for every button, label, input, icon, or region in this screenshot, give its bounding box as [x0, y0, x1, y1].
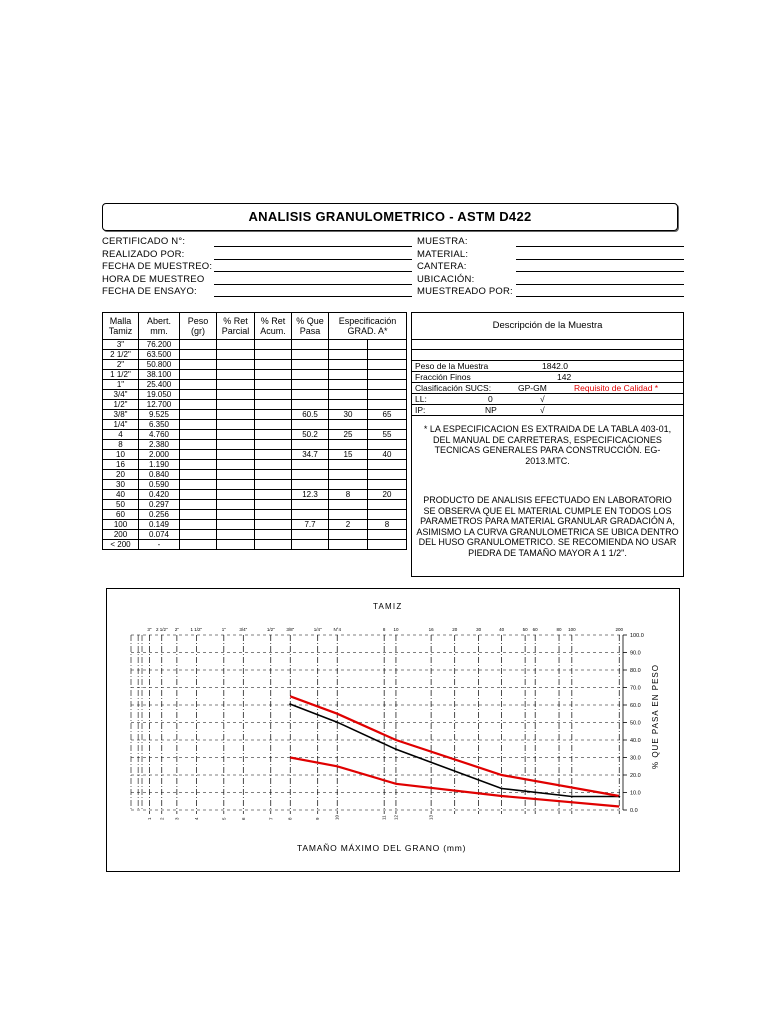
- top-tick-label: 60: [532, 627, 538, 632]
- y-tick-label: 70.0: [630, 685, 641, 692]
- table-cell: 55: [368, 430, 407, 440]
- table-row: [103, 370, 407, 380]
- table-cell: 1/2": [103, 400, 139, 410]
- table-cell: 20: [103, 470, 139, 480]
- table-cell: [255, 450, 292, 460]
- field-line: [214, 246, 412, 247]
- bottom-tick-label: 13: [428, 814, 434, 820]
- bottom-tick-label: 2: [159, 817, 165, 820]
- table-cell: [217, 490, 255, 500]
- table-cell: [180, 510, 217, 520]
- top-tick-label: 1/4": [313, 627, 322, 632]
- top-tick-label: 2": [174, 627, 179, 632]
- table-cell: [255, 520, 292, 530]
- y-tick-label: 40.0: [630, 738, 641, 744]
- top-tick-label: 100: [568, 627, 576, 632]
- table-cell: [368, 350, 407, 360]
- top-tick-label: 3": [147, 627, 152, 632]
- table-cell: 7.7: [292, 520, 329, 530]
- table-cell: [255, 480, 292, 490]
- table-cell: [217, 480, 255, 490]
- table-cell: [292, 530, 329, 540]
- table-row: [103, 540, 407, 550]
- data-point: [395, 748, 397, 750]
- table-cell: [255, 350, 292, 360]
- table-cell: [217, 380, 255, 390]
- table-cell: [217, 350, 255, 360]
- table-cell: 63.500: [139, 350, 180, 360]
- table-row: [103, 450, 407, 460]
- table-cell: [368, 420, 407, 430]
- col-ret-acum: % Ret Acum.: [255, 313, 292, 340]
- table-cell: [329, 540, 368, 550]
- y-tick-label: 10.0: [630, 790, 641, 797]
- table-row: [103, 380, 407, 390]
- field-line: [516, 284, 684, 285]
- top-tick-label: 50: [522, 627, 528, 632]
- table-cell: 3/4": [103, 390, 139, 400]
- table-cell: [292, 360, 329, 370]
- field-line: [214, 284, 412, 285]
- top-tick-label: 1": [221, 627, 226, 632]
- table-cell: [329, 340, 368, 350]
- table-cell: 65: [368, 410, 407, 420]
- col-que-pasa: % Que Pasa: [292, 313, 329, 340]
- description-heading: Descripción de la Muestra: [412, 313, 683, 340]
- table-cell: [292, 390, 329, 400]
- table-cell: [217, 470, 255, 480]
- y-tick-label: 30.0: [630, 755, 641, 762]
- table-cell: [329, 480, 368, 490]
- table-row: [103, 490, 407, 500]
- table-cell: 16: [103, 460, 139, 470]
- table-cell: [368, 460, 407, 470]
- table-cell: [217, 510, 255, 520]
- table-cell: 2": [103, 360, 139, 370]
- field-label: MUESTREADO POR:: [417, 286, 513, 297]
- table-cell: [292, 500, 329, 510]
- granulometric-chart: [106, 588, 680, 872]
- table-cell: 8: [329, 490, 368, 500]
- table-cell: [255, 460, 292, 470]
- table-cell: [292, 470, 329, 480]
- table-cell: 15: [329, 450, 368, 460]
- table-cell: [217, 520, 255, 530]
- table-cell: [180, 520, 217, 530]
- table-row: [103, 500, 407, 510]
- col-especificacion: Especificación GRAD. A*: [329, 313, 407, 340]
- table-cell: [217, 430, 255, 440]
- table-cell: [329, 420, 368, 430]
- peso-row: Peso de la Muestra 1842.0: [412, 361, 683, 372]
- table-cell: [292, 350, 329, 360]
- sample-description: [411, 312, 684, 577]
- field-label: CANTERA:: [417, 261, 467, 272]
- table-cell: [255, 530, 292, 540]
- ip-row: IP: NP √: [412, 405, 683, 416]
- table-cell: [180, 410, 217, 420]
- table-cell: 30: [329, 410, 368, 420]
- table-cell: [180, 470, 217, 480]
- data-point: [336, 721, 338, 723]
- field-line: [214, 259, 412, 260]
- table-cell: [255, 470, 292, 480]
- table-cell: [329, 350, 368, 360]
- bottom-tick-label: 6: [240, 817, 246, 820]
- bottom-tick-label: 4: [193, 817, 199, 820]
- top-tick-label: 8: [382, 627, 386, 632]
- table-cell: 0.297: [139, 500, 180, 510]
- top-tick-label: 200: [615, 627, 623, 632]
- table-cell: [180, 390, 217, 400]
- field-line: [214, 271, 412, 272]
- field-line: [516, 246, 684, 247]
- table-row: [103, 530, 407, 540]
- table-cell: -: [139, 540, 180, 550]
- table-row: [103, 390, 407, 400]
- table-cell: [255, 540, 292, 550]
- bottom-tick-label: 1: [146, 817, 152, 820]
- table-cell: [217, 500, 255, 510]
- table-cell: [329, 470, 368, 480]
- table-cell: [180, 450, 217, 460]
- data-point: [618, 796, 620, 798]
- col-abertura: Abert. mm.: [139, 313, 180, 340]
- y-axis-label: % QUE PASA EN PESO: [651, 664, 660, 769]
- table-cell: [368, 540, 407, 550]
- field-label: UBICACIÓN:: [417, 273, 475, 285]
- table-cell: [329, 360, 368, 370]
- table-cell: [217, 410, 255, 420]
- top-tick-label: 10: [393, 627, 399, 632]
- table-cell: 3/8": [103, 410, 139, 420]
- report-title-box: [102, 203, 678, 231]
- field-label: MATERIAL:: [417, 248, 469, 260]
- table-cell: 200: [103, 530, 139, 540]
- table-cell: [292, 440, 329, 450]
- table-cell: 2: [329, 520, 368, 530]
- field-label: MUESTRA:: [417, 236, 468, 247]
- table-cell: 12.3: [292, 490, 329, 500]
- field-label: FECHA DE MUESTREO:: [102, 261, 213, 272]
- table-row: [103, 520, 407, 530]
- ll-row: LL: 0 √: [412, 394, 683, 405]
- table-cell: [180, 430, 217, 440]
- top-tick-label: 30: [476, 627, 482, 632]
- table-cell: 40: [103, 490, 139, 500]
- top-tick-label: N°4: [333, 627, 342, 632]
- y-tick-label: 0.0: [630, 808, 638, 814]
- table-cell: 3": [103, 340, 139, 350]
- table-row: [103, 340, 407, 350]
- table-cell: [255, 490, 292, 500]
- table-cell: [368, 380, 407, 390]
- table-cell: [329, 400, 368, 410]
- table-cell: [292, 460, 329, 470]
- table-cell: < 200: [103, 540, 139, 550]
- field-line: [516, 296, 684, 297]
- bottom-tick-label: 11: [381, 815, 387, 820]
- table-row: [103, 440, 407, 450]
- table-cell: [217, 390, 255, 400]
- top-tick-label: 2 1/2": [155, 627, 168, 632]
- table-cell: [255, 500, 292, 510]
- y-tick-label: 80.0: [630, 668, 641, 674]
- table-row: [103, 410, 407, 420]
- top-tick-label: 80: [556, 627, 562, 632]
- table-cell: [217, 530, 255, 540]
- table-cell: 1 1/2": [103, 370, 139, 380]
- bottom-tick-label: 10: [334, 814, 340, 820]
- table-cell: [255, 400, 292, 410]
- table-cell: 1": [103, 380, 139, 390]
- top-tick-label: 3/4": [239, 627, 248, 632]
- table-cell: 6.350: [139, 420, 180, 430]
- data-point: [501, 787, 503, 789]
- top-tick-label: 40: [499, 627, 505, 632]
- y-tick-label: 60.0: [630, 703, 641, 709]
- table-cell: [255, 380, 292, 390]
- table-cell: 0.590: [139, 480, 180, 490]
- col-peso: Peso (gr): [180, 313, 217, 340]
- table-cell: [329, 440, 368, 450]
- field-label: HORA DE MUESTREO: [102, 273, 205, 285]
- table-cell: [217, 340, 255, 350]
- table-cell: [255, 430, 292, 440]
- bottom-tick-label: 12: [393, 814, 399, 820]
- table-cell: [329, 500, 368, 510]
- table-cell: [180, 370, 217, 380]
- table-cell: 8: [103, 440, 139, 450]
- finos-row: Fracción Finos 142: [412, 372, 683, 383]
- table-row: [103, 350, 407, 360]
- table-cell: [180, 530, 217, 540]
- top-tick-label: 1/2": [266, 627, 275, 632]
- y-tick-label: 90.0: [630, 650, 641, 657]
- chart-title: TAMIZ: [373, 602, 403, 611]
- table-row: [103, 510, 407, 520]
- field-line: [214, 296, 412, 297]
- table-cell: 10: [103, 450, 139, 460]
- bottom-tick-label: 5: [221, 817, 227, 820]
- bottom-tick-label: 7: [268, 817, 274, 820]
- table-row: [103, 420, 407, 430]
- table-cell: [368, 340, 407, 350]
- table-cell: [217, 450, 255, 460]
- table-cell: [180, 500, 217, 510]
- chart-svg: [107, 589, 679, 871]
- table-cell: [368, 360, 407, 370]
- table-cell: 2.000: [139, 450, 180, 460]
- table-cell: 76.200: [139, 340, 180, 350]
- table-cell: 0.840: [139, 470, 180, 480]
- table-cell: [368, 370, 407, 380]
- table-cell: [217, 400, 255, 410]
- field-line: [516, 259, 684, 260]
- table-cell: 0.074: [139, 530, 180, 540]
- table-row: [103, 480, 407, 490]
- table-cell: [292, 420, 329, 430]
- table-cell: [180, 490, 217, 500]
- table-cell: [292, 400, 329, 410]
- table-cell: [329, 510, 368, 520]
- data-point: [571, 796, 573, 798]
- table-cell: 34.7: [292, 450, 329, 460]
- table-cell: 25.400: [139, 380, 180, 390]
- table-cell: [329, 530, 368, 540]
- table-cell: 0.420: [139, 490, 180, 500]
- table-cell: [255, 370, 292, 380]
- table-cell: [368, 470, 407, 480]
- table-cell: [368, 500, 407, 510]
- table-cell: [368, 510, 407, 520]
- table-row: [103, 430, 407, 440]
- table-cell: [368, 390, 407, 400]
- report-title: ANALISIS GRANULOMETRICO - ASTM D422: [248, 209, 532, 224]
- top-tick-label: 20: [452, 627, 458, 632]
- sucs-row: Clasificación SUCS: GP-GM Requisito de Calidad *: [412, 383, 683, 394]
- y-tick-label: 50.0: [630, 720, 641, 727]
- table-cell: [329, 390, 368, 400]
- table-cell: [292, 370, 329, 380]
- table-cell: 0.256: [139, 510, 180, 520]
- table-cell: [255, 390, 292, 400]
- table-cell: 30: [103, 480, 139, 490]
- table-cell: [292, 540, 329, 550]
- table-row: [103, 470, 407, 480]
- table-cell: 1.190: [139, 460, 180, 470]
- bottom-tick-label: 9: [315, 817, 321, 820]
- table-cell: [180, 440, 217, 450]
- table-cell: 12.700: [139, 400, 180, 410]
- table-cell: [217, 360, 255, 370]
- requisito-calidad: Requisito de Calidad *: [574, 383, 659, 393]
- x-axis-label: TAMAÑO MÁXIMO DEL GRANO (mm): [297, 843, 467, 853]
- table-cell: [329, 370, 368, 380]
- table-cell: 50.800: [139, 360, 180, 370]
- sieve-table: [102, 312, 407, 550]
- table-cell: 0.149: [139, 520, 180, 530]
- table-cell: 60.5: [292, 410, 329, 420]
- bottom-tick-label: 8: [287, 817, 293, 820]
- table-cell: 8: [368, 520, 407, 530]
- y-tick-label: 100.0: [630, 633, 644, 639]
- table-cell: [255, 510, 292, 520]
- top-tick-label: 3/8": [286, 627, 295, 632]
- table-cell: [255, 360, 292, 370]
- table-cell: 19.050: [139, 390, 180, 400]
- field-label: REALIZADO POR:: [102, 248, 185, 260]
- table-cell: [180, 460, 217, 470]
- table-cell: [368, 440, 407, 450]
- table-cell: 2 1/2": [103, 350, 139, 360]
- field-line: [516, 271, 684, 272]
- table-cell: [255, 440, 292, 450]
- col-malla: Malla Tamiz: [103, 313, 139, 340]
- table-cell: [368, 480, 407, 490]
- y-tick-label: 20.0: [630, 773, 641, 779]
- table-cell: [180, 380, 217, 390]
- table-cell: [217, 420, 255, 430]
- table-cell: [329, 380, 368, 390]
- table-cell: 60: [103, 510, 139, 520]
- ip-check: √: [540, 405, 545, 415]
- table-cell: 20: [368, 490, 407, 500]
- table-cell: 4: [103, 430, 139, 440]
- table-cell: [292, 480, 329, 490]
- table-cell: [180, 360, 217, 370]
- table-cell: 100: [103, 520, 139, 530]
- table-cell: [292, 380, 329, 390]
- table-cell: [180, 420, 217, 430]
- table-cell: 2.380: [139, 440, 180, 450]
- table-row: [103, 400, 407, 410]
- table-cell: [180, 350, 217, 360]
- bottom-tick-label: 3: [174, 817, 180, 820]
- table-cell: [368, 400, 407, 410]
- table-cell: [217, 440, 255, 450]
- table-cell: [180, 540, 217, 550]
- table-cell: 9.525: [139, 410, 180, 420]
- table-cell: 50: [103, 500, 139, 510]
- table-cell: 40: [368, 450, 407, 460]
- top-tick-label: 16: [428, 627, 434, 632]
- data-point: [289, 703, 291, 705]
- table-cell: 38.100: [139, 370, 180, 380]
- table-cell: 25: [329, 430, 368, 440]
- top-tick-label: 1 1/2": [190, 627, 203, 632]
- table-cell: [217, 460, 255, 470]
- field-label: CERTIFICADO N°:: [102, 236, 186, 247]
- table-cell: [180, 400, 217, 410]
- table-cell: [180, 340, 217, 350]
- table-cell: [217, 370, 255, 380]
- table-row: [103, 360, 407, 370]
- table-cell: [368, 530, 407, 540]
- table-cell: [329, 460, 368, 470]
- conclusion-note: PRODUCTO DE ANALISIS EFECTUADO EN LABORATORIO SE OBSERVA QUE EL MATERIAL CUMPLE EN TODOS LOS PARAMETROS PARA MATERIAL GRANULAR GRADACIÓN A, ASIMISMO LA CURVA GRANULOMETRICA SE UBICA DENTRO DEL HUSO GRANULOMETRICO. SE RECOMIENDA NO USAR PIEDRA DE TAMAÑO MAYOR A 1 1/2".: [416, 495, 679, 558]
- col-ret-parcial: % Ret Parcial: [217, 313, 255, 340]
- table-cell: [255, 340, 292, 350]
- table-cell: [255, 420, 292, 430]
- table-cell: [255, 410, 292, 420]
- table-cell: [217, 540, 255, 550]
- table-cell: 50.2: [292, 430, 329, 440]
- field-label: FECHA DE ENSAYO:: [102, 286, 197, 297]
- table-cell: [180, 480, 217, 490]
- table-cell: [292, 510, 329, 520]
- table-row: [103, 460, 407, 470]
- table-cell: 1/4": [103, 420, 139, 430]
- specification-note: * LA ESPECIFICACION ES EXTRAIDA DE LA TABLA 403-01, DEL MANUAL DE CARRETERAS, ESPECIFICACIONES TECNICAS GENERALES PARA CONSTRUCCIÓN. EG-2013.MTC.: [423, 424, 672, 466]
- table-cell: 4.760: [139, 430, 180, 440]
- ll-check: √: [540, 394, 545, 404]
- table-cell: [292, 340, 329, 350]
